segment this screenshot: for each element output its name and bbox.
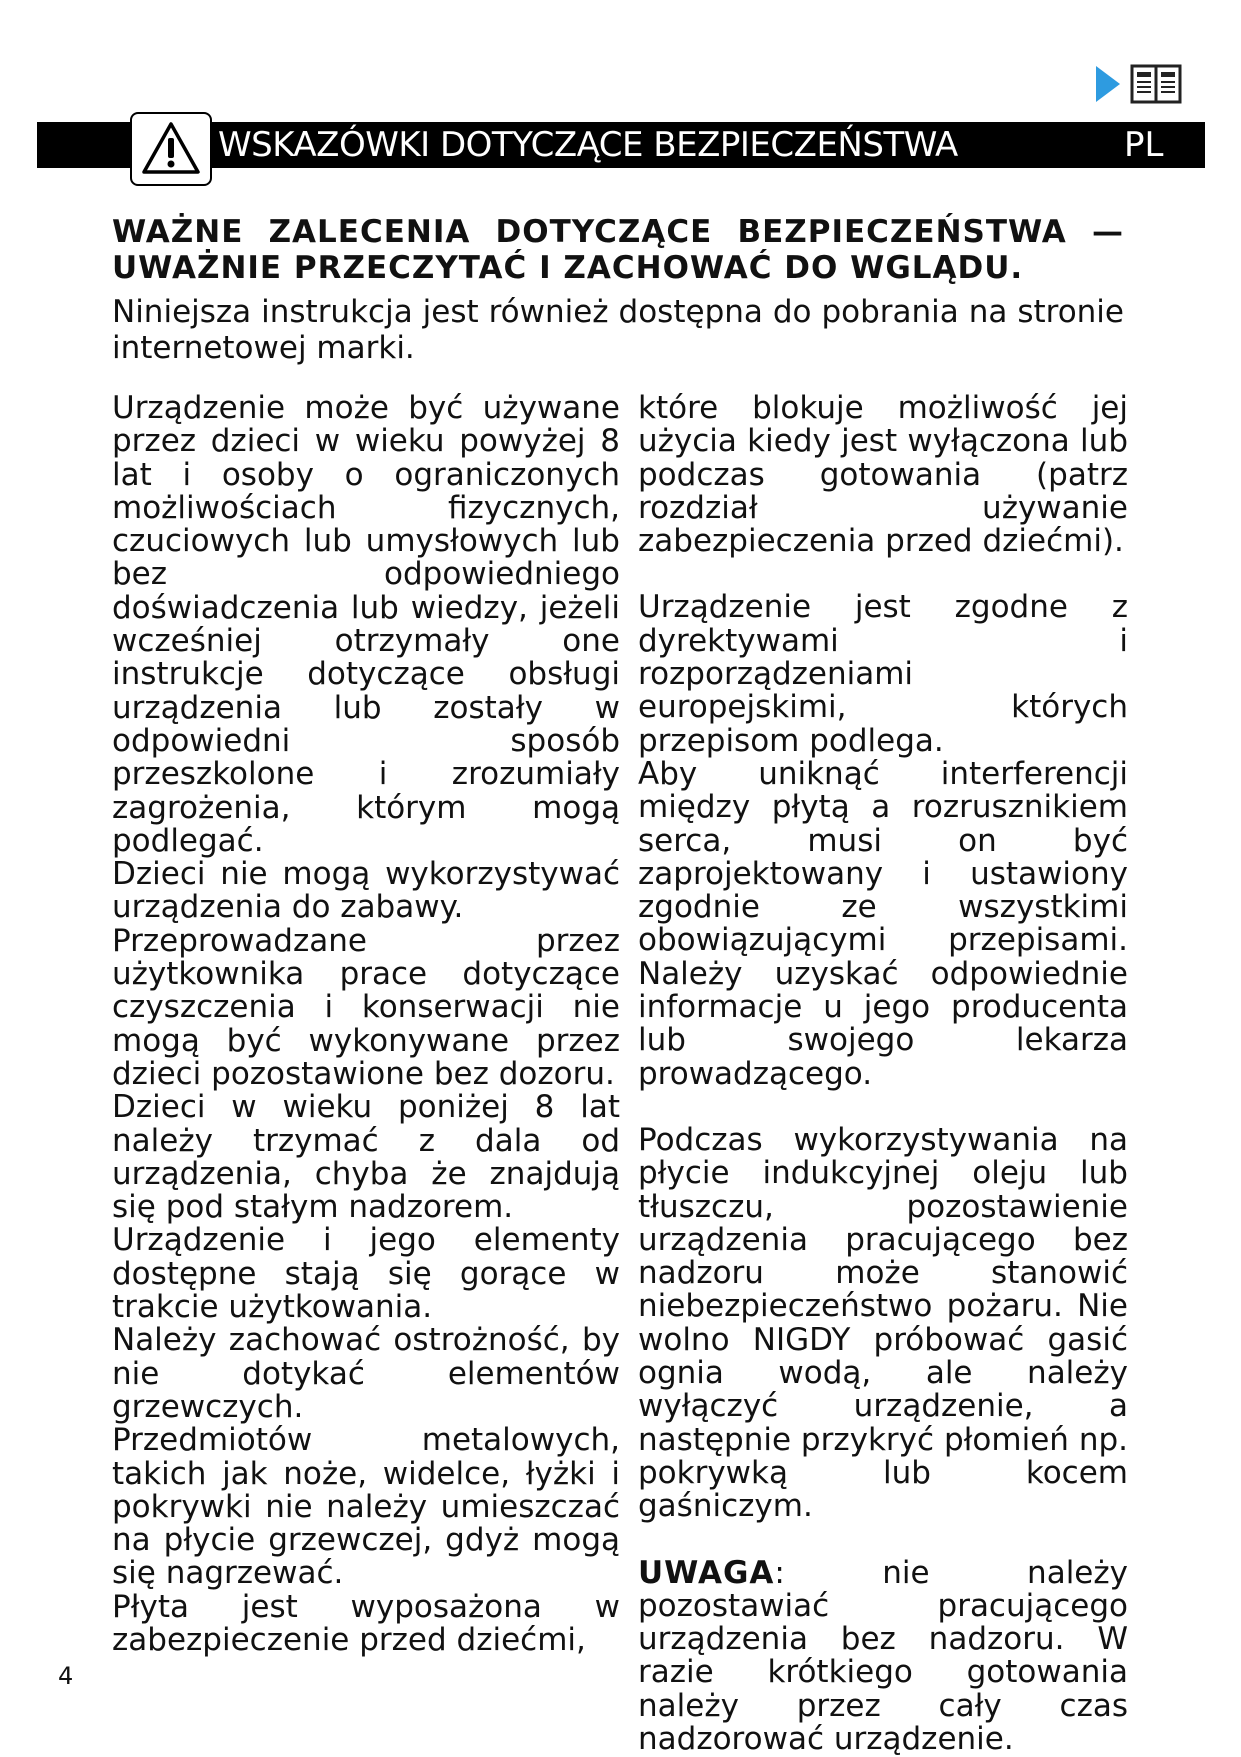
paragraph: Należy zachować ostrożność, by nie dotykać elementów grzewczych.: [112, 1322, 620, 1425]
page-number: 4: [58, 1662, 74, 1690]
warning-text: : nie należy pozostawiać pracującego urządzenia bez nadzoru. W razie krótkiego gotowania należy przez cały czas nadzorować urządzenie.: [638, 1554, 1128, 1757]
warning-triangle-icon: [140, 120, 202, 178]
paragraph: Przeprowadzane przez użytkownika prace dotyczące czyszczenia i konserwacji nie mogą być wykonywane przez dzieci pozostawione bez dozoru.: [112, 922, 620, 1092]
paragraph: Płyta jest wyposażona w zabezpieczenie przed dziećmi,: [112, 1588, 620, 1658]
paragraph: Dzieci w wieku poniżej 8 lat należy trzymać z dala od urządzenia, chyba że znajdują się pod stałym nadzorem.: [112, 1089, 620, 1226]
warning-note: [638, 1554, 1128, 1757]
right-column: [638, 392, 1128, 1756]
language-code: PL: [1124, 125, 1164, 165]
warning-label: UWAGA: [638, 1554, 775, 1591]
warning-badge: [130, 112, 212, 186]
paragraph: Podczas wykorzystywania na płycie indukcyjnej oleju lub tłuszczu, pozostawienie urządzenia pracującego bez nadzoru może stanowić niebezpieczeństwo pożaru. Nie wolno NIGDY próbować gasić ognia wodą, ale należy wyłączyć urządzenie, a następnie przykryć płomień np. pokrywką lub kocem gaśniczym.: [638, 1121, 1128, 1525]
user-manual-icon: [1130, 64, 1182, 104]
paragraph: Dzieci nie mogą wykorzystywać urządzenia do zabawy.: [112, 856, 620, 926]
paragraph: Urządzenie jest zgodne z dyrektywami i rozporządzeniami europejskimi, których przepisom podlega.: [638, 589, 1128, 759]
safety-heading: [112, 214, 1124, 286]
paragraph: Urządzenie i jego elementy dostępne stają się gorące w trakcie użytkowania.: [112, 1222, 620, 1326]
next-page-arrow-icon[interactable]: [1096, 66, 1120, 102]
paragraph: Urządzenie może być używane przez dzieci w wieku powyżej 8 lat i osoby o ograniczonych możliwościach fizycznych, czuciowych lub umysłowych lub bez odpowiedniego doświadczenia lub wiedzy, jeżeli wcześniej otrzymały one instrukcje dotyczące obsługi urządzenia lub zostały w odpowiedni sposób przeszkolone i zrozumiały zagrożenia, którym mogą podlegać.: [112, 390, 620, 859]
top-nav: [1096, 62, 1196, 106]
paragraph: które blokuje możliwość jej użycia kiedy jest wyłączona lub podczas gotowania (patrz rozdział używanie zabezpieczenia przed dziećmi).: [638, 390, 1128, 560]
heading-line-1: WAŻNE ZALECENIA DOTYCZĄCE BEZPIECZEŃSTWA —: [112, 214, 1124, 250]
intro-paragraph: Niniejsza instrukcja jest również dostępna do pobrania na stronie internetowej marki.: [112, 294, 1124, 366]
paragraph: Aby uniknąć interferencji między płytą a rozrusznikiem serca, musi on być zaprojektowany i ustawiony zgodnie ze wszystkimi obowiązującymi przepisami. Należy uzyskać odpowiednie informacje u jego producenta lub swojego lekarza prowadzącego.: [638, 755, 1128, 1092]
section-title: WSKAZÓWKI DOTYCZĄCE BEZPIECZEŃSTWA: [218, 125, 958, 165]
paragraph: Przedmiotów metalowych, takich jak noże, widelce, łyżki i pokrywki nie należy umieszczać na płycie grzewczej, gdyż mogą się nagrzewać.: [112, 1422, 620, 1592]
left-column: [112, 392, 620, 1657]
heading-line-2: UWAŻNIE PRZECZYTAĆ I ZACHOWAĆ DO WGLĄDU.: [112, 250, 1024, 286]
